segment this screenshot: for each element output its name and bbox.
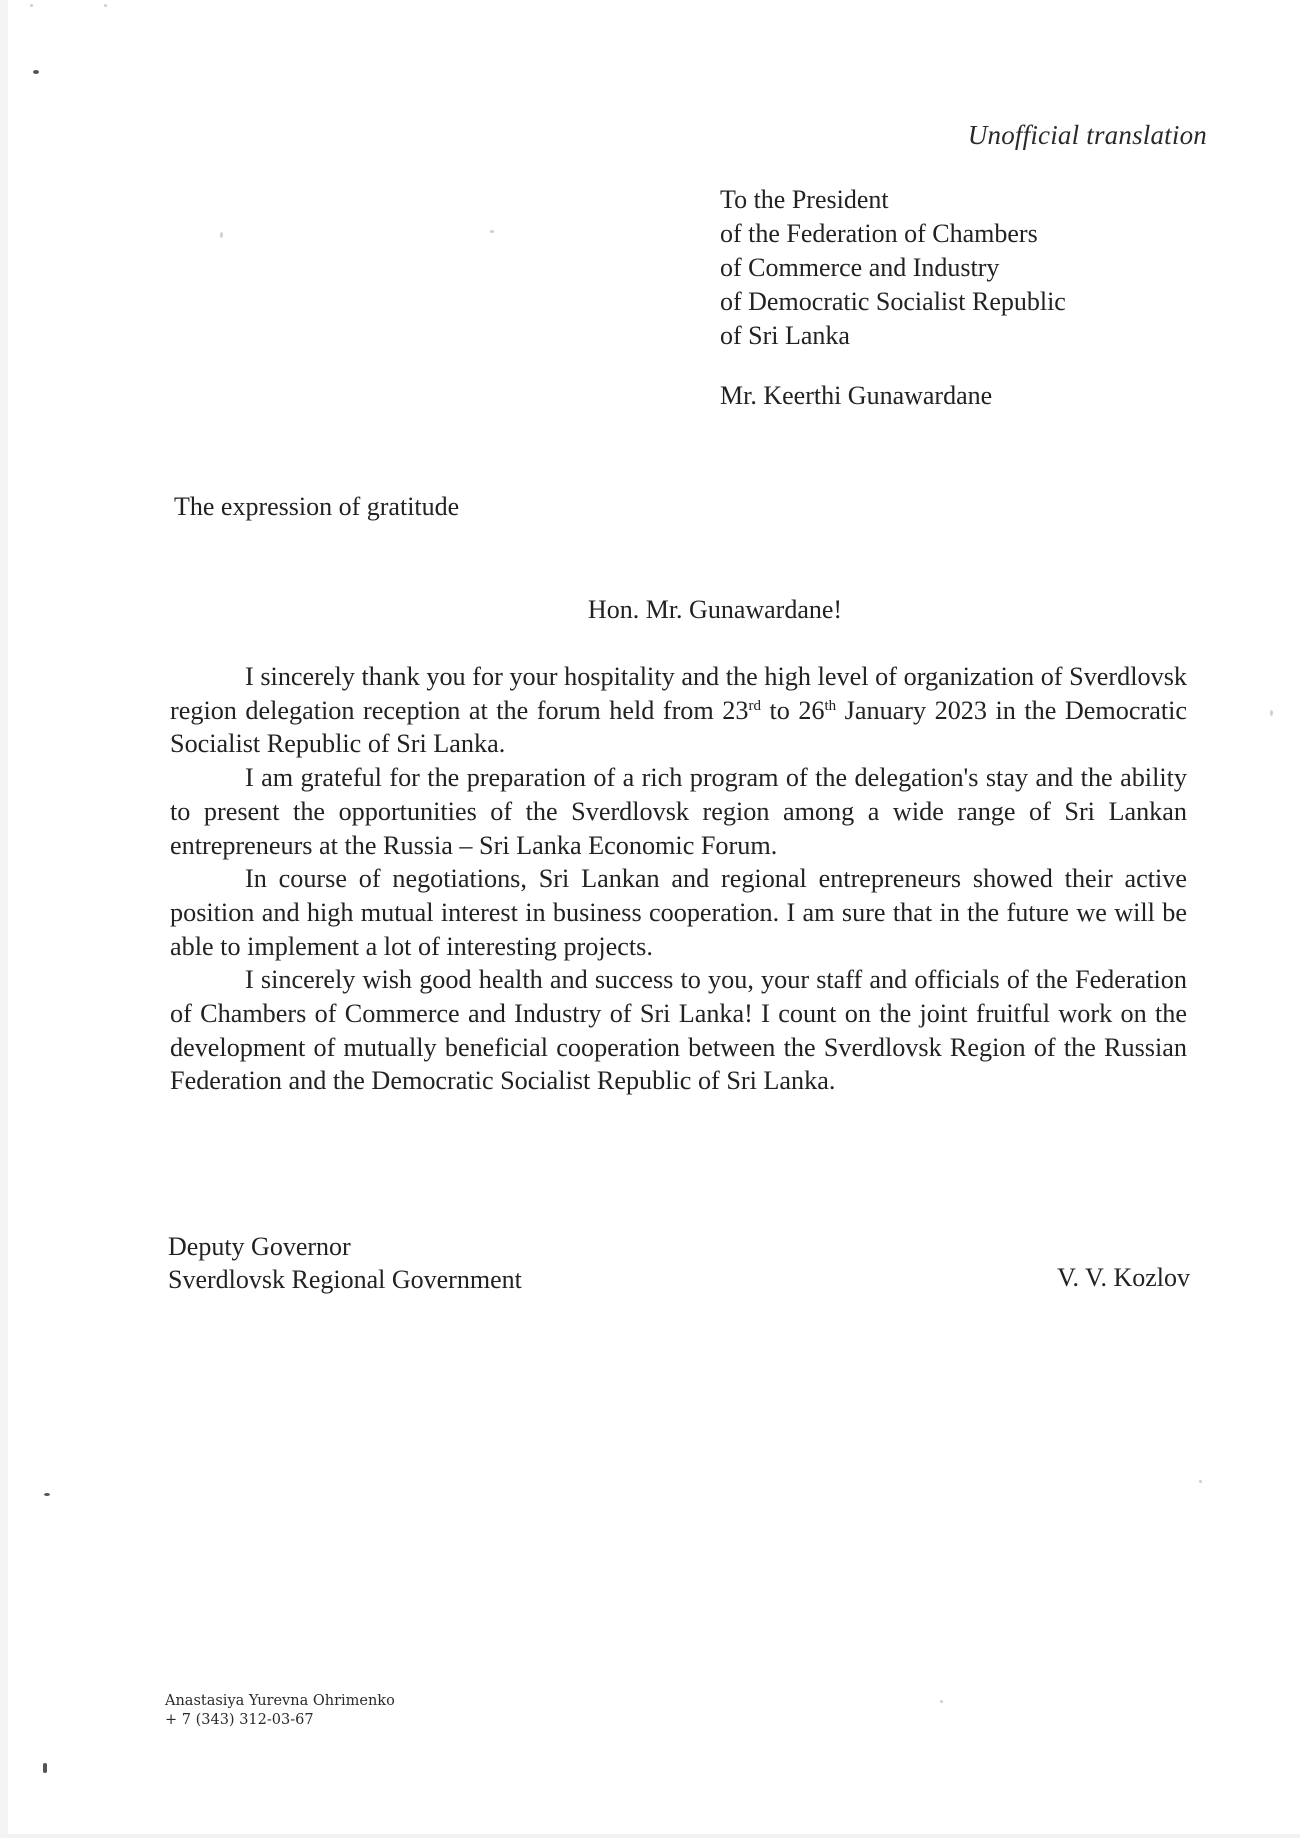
body-text-segment: I sincerely thank you for your hospitality and the high level of organization of Sverdlovsk region delegation reception at the forum held from 23 [170,662,1187,725]
letter-subject: The expression of gratitude [174,492,460,521]
body-paragraph: I sincerely wish good health and success to you, your staff and officials of the Federation of Chambers of Commerce and Industry of Sri Lanka! I count on the joint fruitful work on the development of mutually beneficial cooperation between the Sverdlovsk Region of the Russian Federation and the Democratic Socialist Republic of Sri Lanka. [170,965,1187,1096]
body-text-segment: to 26 [760,695,825,725]
scan-speck [44,1493,50,1496]
body-paragraph: In course of negotiations, Sri Lankan and regional entrepreneurs showed their active position and high mutual interest in business cooperation. I am sure that in the future we will be able to implement a lot of interesting projects. [170,864,1187,961]
addressee-line: of Sri Lanka [720,321,850,350]
scan-speck [220,232,223,238]
addressee-line: of the Federation of Chambers [720,219,1038,248]
body-text-segment: January 2023 in the Democratic Socialist Republic of Sri Lanka. [170,695,1187,759]
scan-speck [1199,1480,1202,1483]
addressee-line: To the President [720,185,889,214]
scan-speck [33,70,39,74]
addressee-line: of Democratic Socialist Republic [720,287,1066,316]
signatory-title-line: Sverdlovsk Regional Government [168,1265,522,1294]
scan-speck [104,4,107,7]
body-paragraph [170,660,1187,761]
addressee-block [720,183,1066,353]
letter-body [170,660,1187,1098]
contact-phone: + 7 (343) 312-03-67 [165,1712,314,1728]
ordinal-suffix: th [824,697,837,714]
body-paragraph: I am grateful for the preparation of a rich program of the delegation's stay and the ability to present the opportunities of the Sverdlovsk region among a wide range of Sri Lankan entrepreneurs at the Russia – Sri Lanka Economic Forum. [170,763,1187,860]
signatory-title [168,1230,522,1296]
scan-speck [43,1763,47,1773]
scan-speck [30,4,33,7]
salutation: Hon. Mr. Gunawardane! [587,595,843,624]
scan-speck [940,1700,943,1703]
addressee-line: of Commerce and Industry [720,253,1000,282]
signatory-title-line: Deputy Governor [168,1232,351,1261]
unofficial-translation-note: Unofficial translation [967,120,1207,150]
recipient-name: Mr. Keerthi Gunawardane [720,381,993,410]
ordinal-suffix: rd [748,697,761,714]
scan-speck [490,230,494,233]
signatory-name: V. V. Kozlov [1057,1263,1190,1292]
contact-name: Anastasiya Yurevna Ohrimenko [165,1693,395,1709]
contact-block [165,1692,395,1730]
scan-edge-left [0,0,8,1838]
scan-edge-bottom [0,1834,1300,1838]
scan-speck [1270,710,1273,716]
